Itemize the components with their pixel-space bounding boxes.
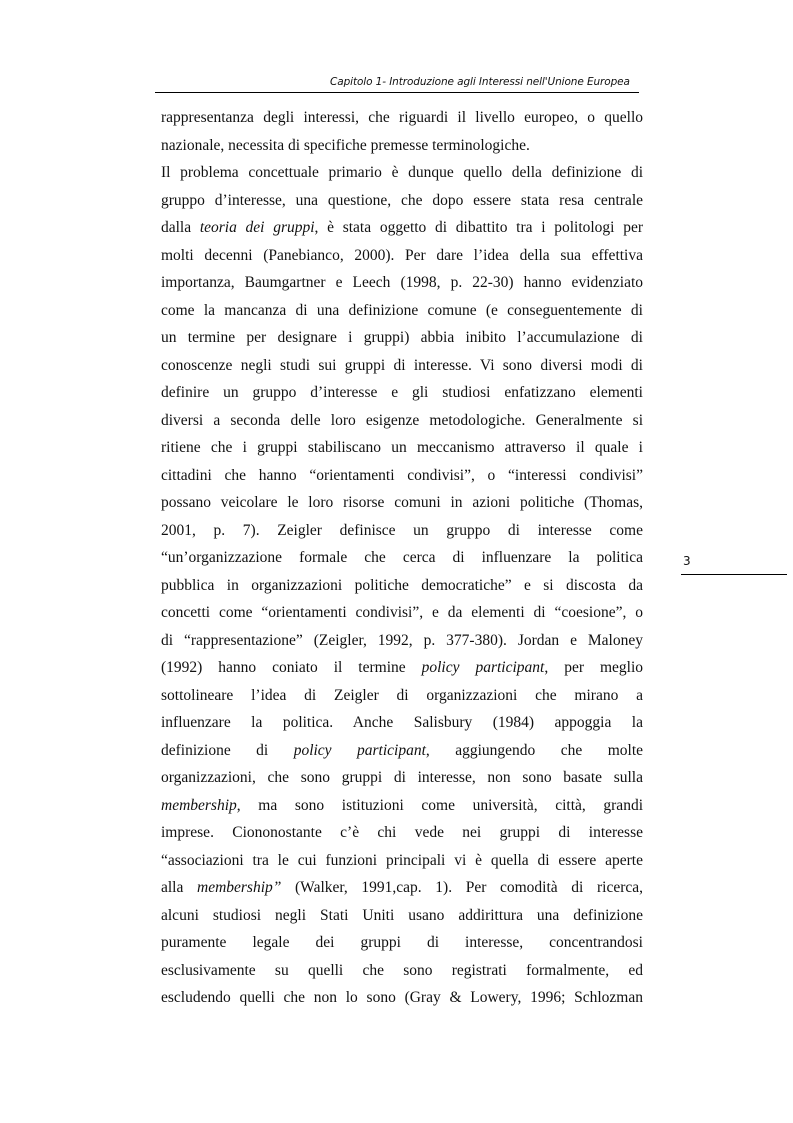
- text-line: [161, 187, 643, 215]
- text-line: [161, 434, 643, 462]
- text-segment: molti decenni (Panebianco, 2000). Per dare l’idea della sua effettiva: [161, 246, 643, 264]
- text-line: [161, 819, 643, 847]
- text-line: [161, 847, 643, 875]
- text-line: [161, 984, 643, 1012]
- text-segment: influenzare la politica. Anche Salisbury (1984) appoggia la: [161, 714, 643, 731]
- text-segment: un termine per designare i gruppi) abbia inibito l’accumulazione di: [161, 329, 643, 346]
- text-segment: sottolineare l’idea di Zeigler di organizzazioni che mirano a: [161, 686, 643, 704]
- text-segment: alcuni studiosi negli Stati Uniti usano addirittura una definizione: [161, 906, 643, 924]
- text-line: [161, 214, 643, 242]
- text-line: [161, 352, 643, 380]
- text-segment: , aggiungendo che molte: [425, 741, 643, 759]
- text-segment: escludendo quelli che non lo sono (Gray & Lowery, 1996; Schlozman: [161, 989, 643, 1006]
- text-segment: , per meglio: [544, 659, 643, 676]
- text-line: [161, 709, 643, 737]
- text-segment: imprese. Ciononostante c’è chi vede nei gruppi di interesse: [161, 824, 643, 841]
- text-line: [161, 654, 643, 682]
- running-header: [330, 76, 638, 88]
- text-line: [161, 407, 643, 435]
- body-text: [161, 104, 643, 1012]
- page-number-rule: [681, 574, 787, 575]
- text-segment: (Walker, 1991,cap. 1). Per comodità di ricerca,: [281, 879, 643, 896]
- text-line: [161, 682, 643, 710]
- text-segment: importanza, Baumgartner e Leech (1998, p. 22-30) hanno evidenziato: [161, 274, 643, 291]
- page-number: 3: [683, 554, 691, 568]
- text-line: [161, 324, 643, 352]
- text-line: [161, 462, 643, 490]
- text-line: [161, 874, 643, 902]
- italic-text-segment: membership”: [197, 879, 282, 896]
- text-segment: definire un gruppo d’interesse e gli studiosi enfatizzano elementi: [161, 384, 643, 401]
- text-line: [161, 297, 643, 325]
- text-line: [161, 764, 643, 792]
- text-segment: organizzazioni, che sono gruppi di interesse, non sono basate sulla: [161, 769, 643, 786]
- text-line: [161, 517, 643, 545]
- text-segment: puramente legale dei gruppi di interesse, concentrandosi: [161, 934, 643, 951]
- text-line: [161, 627, 643, 655]
- text-line: [161, 572, 643, 600]
- text-line: [161, 159, 643, 187]
- text-segment: di “rappresentazione” (Zeigler, 1992, p. 377-380). Jordan e Maloney: [161, 631, 643, 649]
- text-segment: come la mancanza di una definizione comune (e conseguentemente di: [161, 301, 643, 319]
- text-segment: diversi a seconda delle loro esigenze metodologiche. Generalmente si: [161, 411, 643, 429]
- text-segment: nazionale, necessita di specifiche premesse terminologiche.: [161, 136, 530, 154]
- text-line: [161, 379, 643, 407]
- text-segment: alla: [161, 879, 197, 896]
- text-segment: rappresentanza degli interessi, che riguardi il livello europeo, o quello: [161, 109, 643, 126]
- header-rule: [155, 92, 639, 93]
- text-line: [161, 544, 643, 572]
- text-segment: concetti come “orientamenti condivisi”, e da elementi di “coesione”, o: [161, 604, 643, 621]
- text-segment: cittadini che hanno “orientamenti condivisi”, o “interessi condivisi”: [161, 466, 643, 484]
- text-segment: pubblica in organizzazioni politiche democratiche” e si discosta da: [161, 576, 643, 594]
- text-line: [161, 489, 643, 517]
- text-segment: esclusivamente su quelli che sono registrati formalmente, ed: [161, 961, 643, 979]
- text-segment: “associazioni tra le cui funzioni principali vi è quella di essere aperte: [161, 851, 643, 869]
- text-segment: Il problema concettuale primario è dunque quello della definizione di: [161, 164, 643, 181]
- text-line: [161, 242, 643, 270]
- italic-text-segment: membership: [161, 796, 237, 814]
- text-segment: , è stata oggetto di dibattito tra i politologi per: [314, 219, 643, 236]
- text-line: [161, 737, 643, 765]
- italic-text-segment: teoria dei gruppi: [199, 219, 315, 236]
- text-segment: possano veicolare le loro risorse comuni in azioni politiche (Thomas,: [161, 494, 643, 511]
- text-segment: ritiene che i gruppi stabiliscano un meccanismo attraverso il quale i: [161, 439, 643, 456]
- text-line: [161, 902, 643, 930]
- text-segment: “un’organizzazione formale che cerca di influenzare la politica: [161, 549, 643, 566]
- text-segment: (1992) hanno coniato il termine: [161, 659, 422, 676]
- text-line: [161, 929, 643, 957]
- italic-text-segment: policy participant: [421, 659, 545, 676]
- text-line: [161, 269, 643, 297]
- running-header-title: Introduzione agli Interessi nell'Unione Europea: [389, 76, 630, 88]
- text-line: [161, 599, 643, 627]
- text-segment: , ma sono istituzioni come università, città, grandi: [236, 796, 643, 814]
- text-segment: 2001, p. 7). Zeigler definisce un gruppo di interesse come: [161, 521, 643, 539]
- text-segment: gruppo d’interesse, una questione, che dopo essere stata resa centrale: [161, 191, 643, 209]
- text-line: [161, 132, 643, 160]
- text-segment: definizione di: [161, 741, 294, 759]
- text-line: [161, 957, 643, 985]
- text-line: [161, 104, 643, 132]
- italic-text-segment: policy participant: [293, 741, 426, 759]
- text-segment: dalla: [161, 219, 200, 236]
- running-header-chapter: Capitolo 1-: [330, 76, 390, 88]
- text-line: [161, 792, 643, 820]
- text-segment: conoscenze negli studi sui gruppi di interesse. Vi sono diversi modi di: [161, 356, 643, 374]
